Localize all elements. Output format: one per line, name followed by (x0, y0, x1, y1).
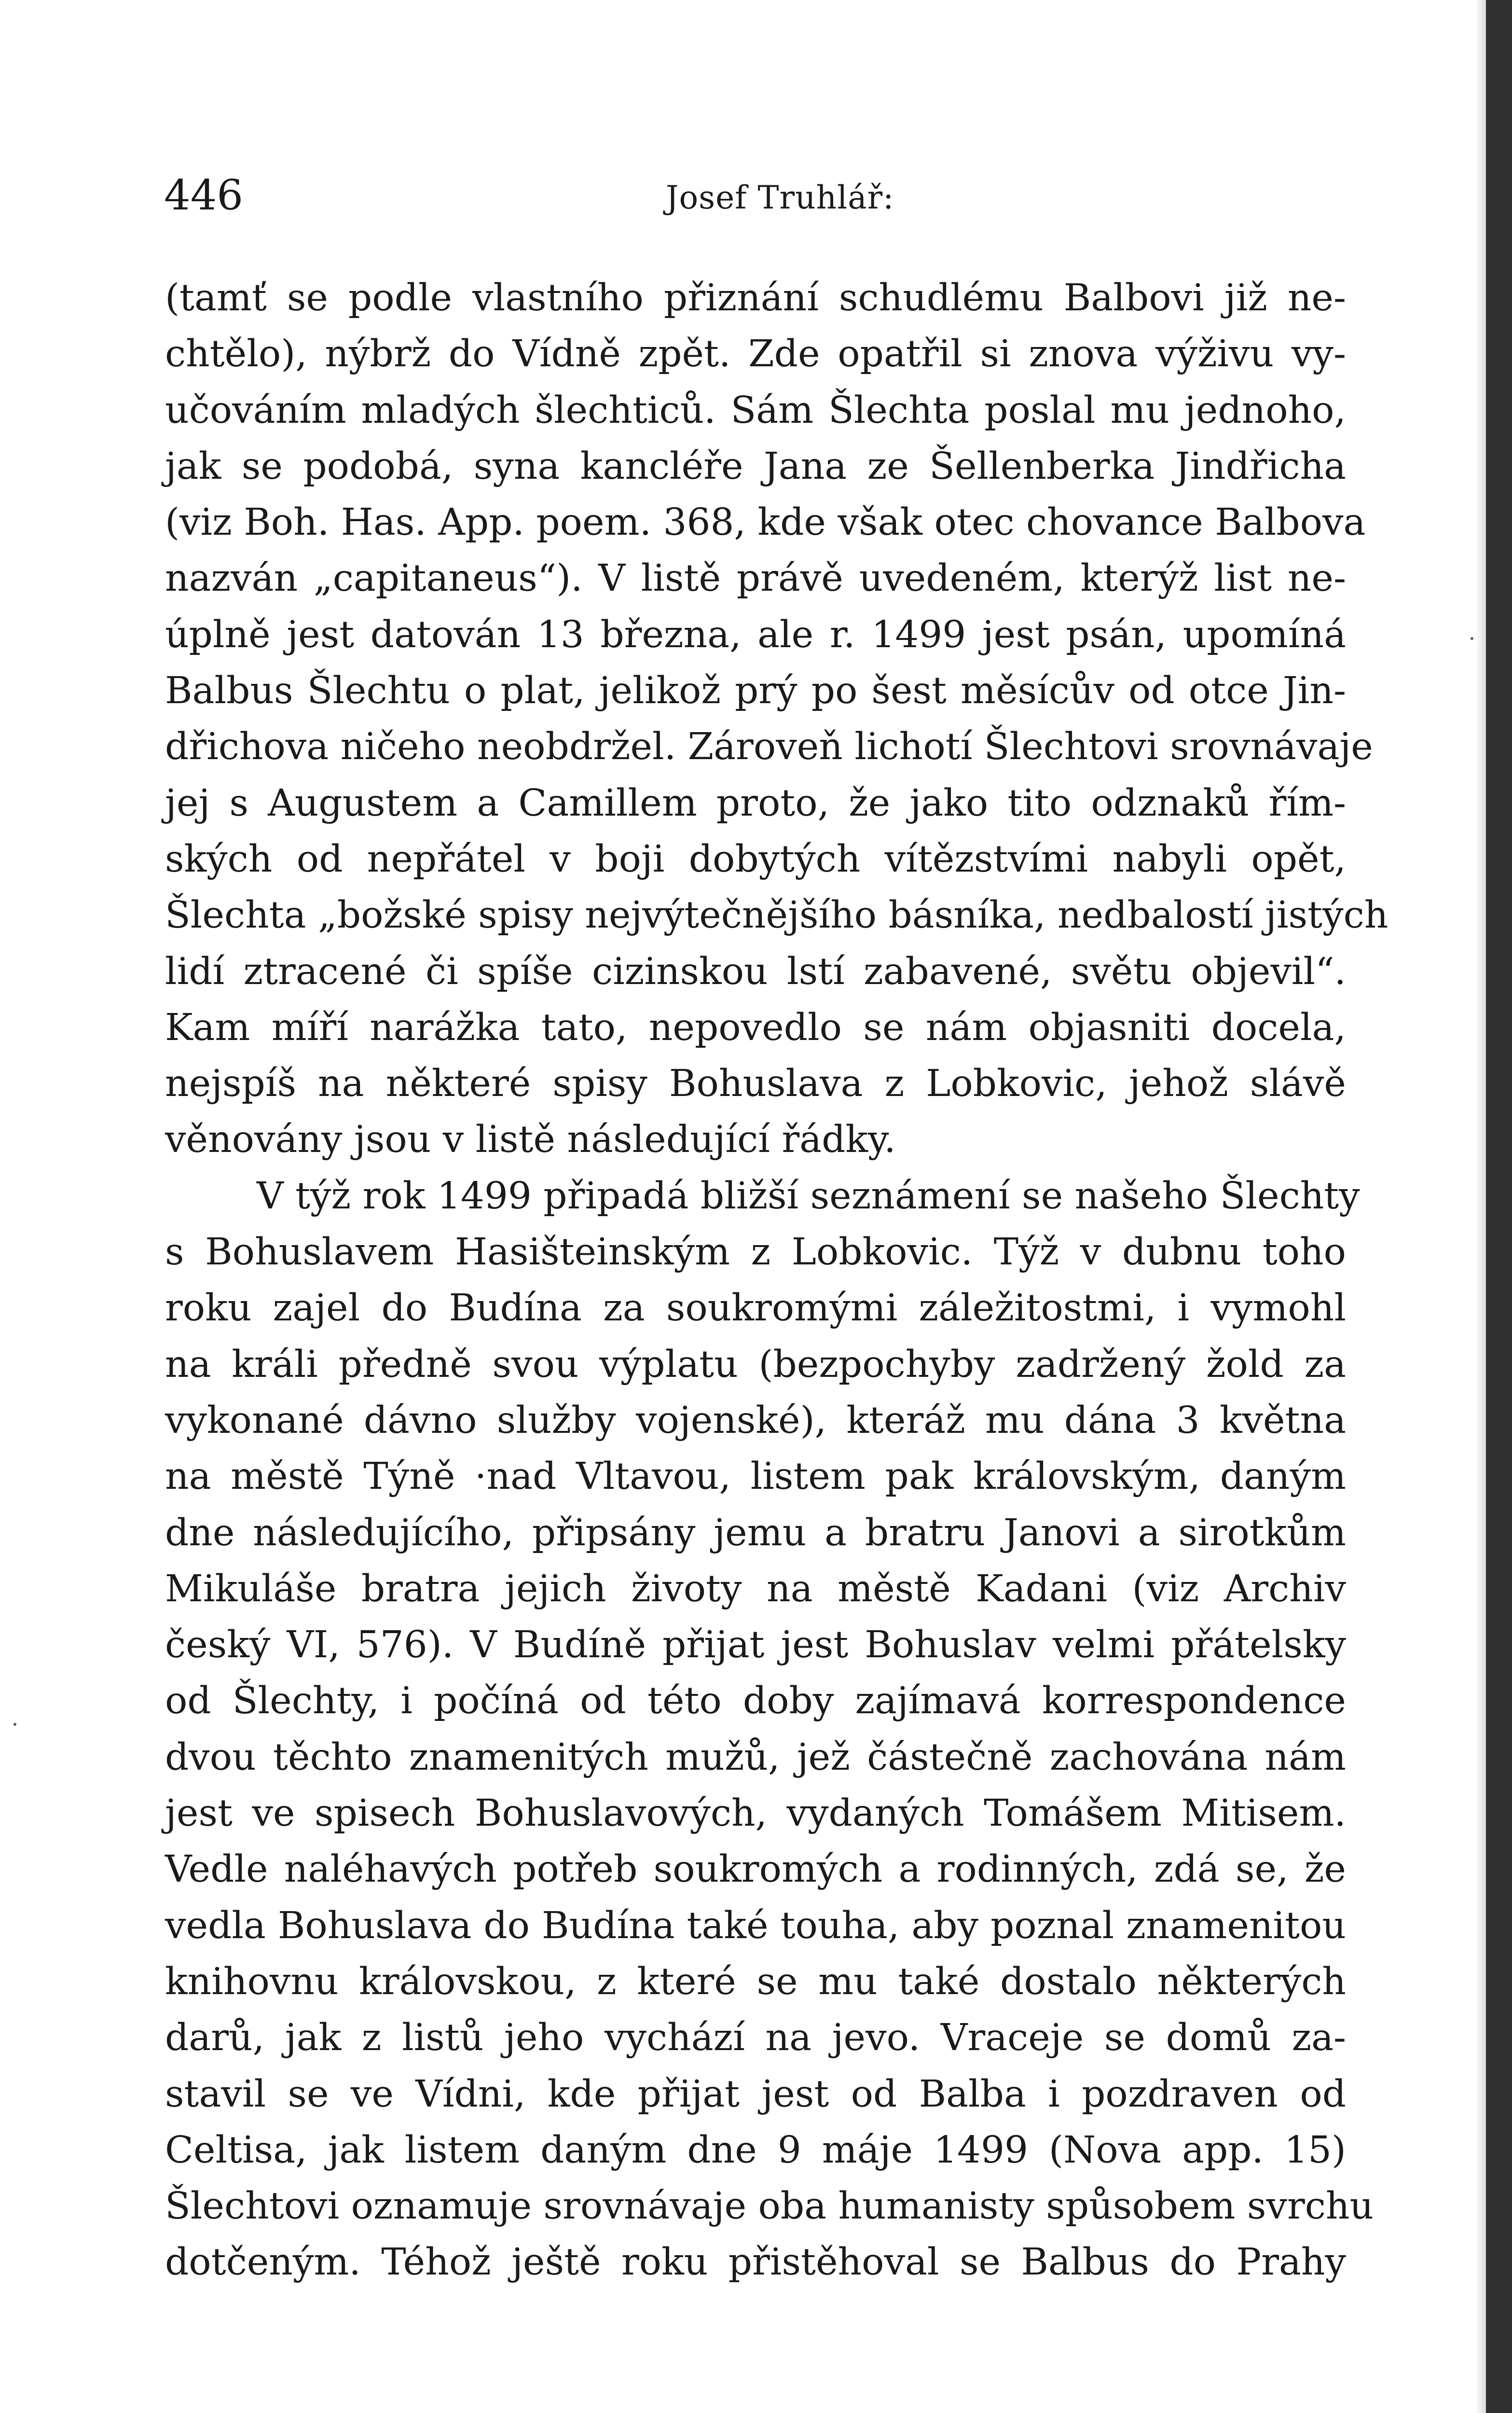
text-line: Šlechta „božské spisy nejvýtečnějšího básníka, nedbalostí jistých (165, 894, 1388, 937)
text-line: dřichova ničeho neobdržel. Zároveň lichotí Šlechtovi srovnávaje (165, 725, 1373, 769)
page-header (164, 169, 1341, 222)
text-line: darů, jak z listů jeho vychází na jevo. Vraceje se domů za- (165, 2016, 1346, 2060)
text-line: Kam míří narážka tato, nepovedlo se nám objasniti docela, (165, 1006, 1346, 1049)
text-line: nazván „capitaneus“). V listě právě uvedeném, kterýž list ne- (165, 557, 1346, 600)
text-line: úplně jest datován 13 března, ale r. 1499 jest psán, upomíná (165, 613, 1346, 656)
text-line: jest ve spisech Bohuslavových, vydaných Tomášem Mitisem. (165, 1792, 1346, 1835)
text-line: Vedle naléhavých potřeb soukromých a rodinných, zdá se, že (165, 1848, 1346, 1891)
text-line: dne následujícího, připsány jemu a bratru Janovi a sirotkům (165, 1511, 1346, 1554)
text-line: dotčeným. Téhož ještě roku přistěhoval se Balbus do Prahy (165, 2241, 1346, 2284)
text-line: s Bohuslavem Hasišteinským z Lobkovic. Týž v dubnu toho (165, 1231, 1346, 1274)
scan-shadow (1475, 0, 1486, 2413)
text-line: roku zajel do Budína za soukromými záležitostmi, i vymohl (165, 1287, 1346, 1330)
text-line: vedla Bohuslava do Budína také touha, aby poznal znamenitou (165, 1904, 1346, 1947)
text-line: věnovány jsou v listě následující řádky. (165, 1118, 896, 1162)
text-line: lidí ztracené či spíše cizinskou lstí zabavené, světu objevil“. (165, 950, 1346, 993)
scan-speck (1471, 637, 1473, 640)
text-line: vykonané dávno služby vojenské), kteráž mu dána 3 května (165, 1399, 1346, 1442)
text-line: Celtisa, jak listem daným dne 9 máje 1499 (Nova app. 15) (165, 2128, 1346, 2172)
text-line: učováním mladých šlechticů. Sám Šlechta poslal mu jednoho, (165, 388, 1346, 432)
text-line: Mikuláše bratra jejich životy na městě Kadani (viz Archiv (165, 1567, 1346, 1610)
text-line: jej s Augustem a Camillem proto, že jako tito odznaků řím- (165, 781, 1346, 825)
text-line: Balbus Šlechtu o plat, jelikož prý po šest měsícův od otce Jin- (165, 669, 1346, 713)
text-line: od Šlechty, i počíná od této doby zajímavá korrespondence (165, 1679, 1346, 1723)
text-line: stavil se ve Vídni, kde přijat jest od Balba i pozdraven od (165, 2072, 1346, 2116)
text-line: na králi předně svou výplatu (bezpochyby zadržený žold za (165, 1343, 1346, 1386)
text-line: dvou těchto znamenitých mužů, jež částečně zachována nám (165, 1735, 1346, 1779)
text-line: (tamť se podle vlastního přiznání schudlému Balbovi již ne- (165, 277, 1346, 319)
text-line: Šlechtovi oznamuje srovnávaje oba humanisty spůsobem svrchu (165, 2185, 1374, 2228)
text-line: knihovnu královskou, z které se mu také dostalo některých (165, 1960, 1346, 2003)
scan-border (1486, 0, 1512, 2413)
text-line: na městě Týně ·nad Vltavou, listem pak královským, daným (165, 1455, 1346, 1498)
page-number: 446 (164, 171, 244, 220)
text-line: nejspíš na některé spisy Bohuslava z Lobkovic, jehož slávě (165, 1062, 1346, 1106)
scan-speck (14, 1723, 16, 1726)
text-line: V týž rok 1499 připadá bližší seznámení se našeho Šlechty (257, 1174, 1360, 1218)
body-text (165, 270, 1388, 2355)
text-line: chtělo), nýbrž do Vídně zpět. Zde opatřil si znova výživu vy- (165, 333, 1346, 376)
text-line: ských od nepřátel v boji dobytých vítězstvími nabyli opět, (165, 837, 1346, 881)
text-line: jak se podobá, syna kancléře Jana ze Šellenberka Jindřicha (165, 444, 1346, 488)
text-line: český VI, 576). V Budíně přijat jest Bohuslav velmi přátelsky (165, 1623, 1346, 1667)
text-line: (viz Boh. Has. App. poem. 368, kde však otec chovance Balbova (165, 501, 1366, 544)
running-head: Josef Truhlář: (666, 179, 894, 216)
